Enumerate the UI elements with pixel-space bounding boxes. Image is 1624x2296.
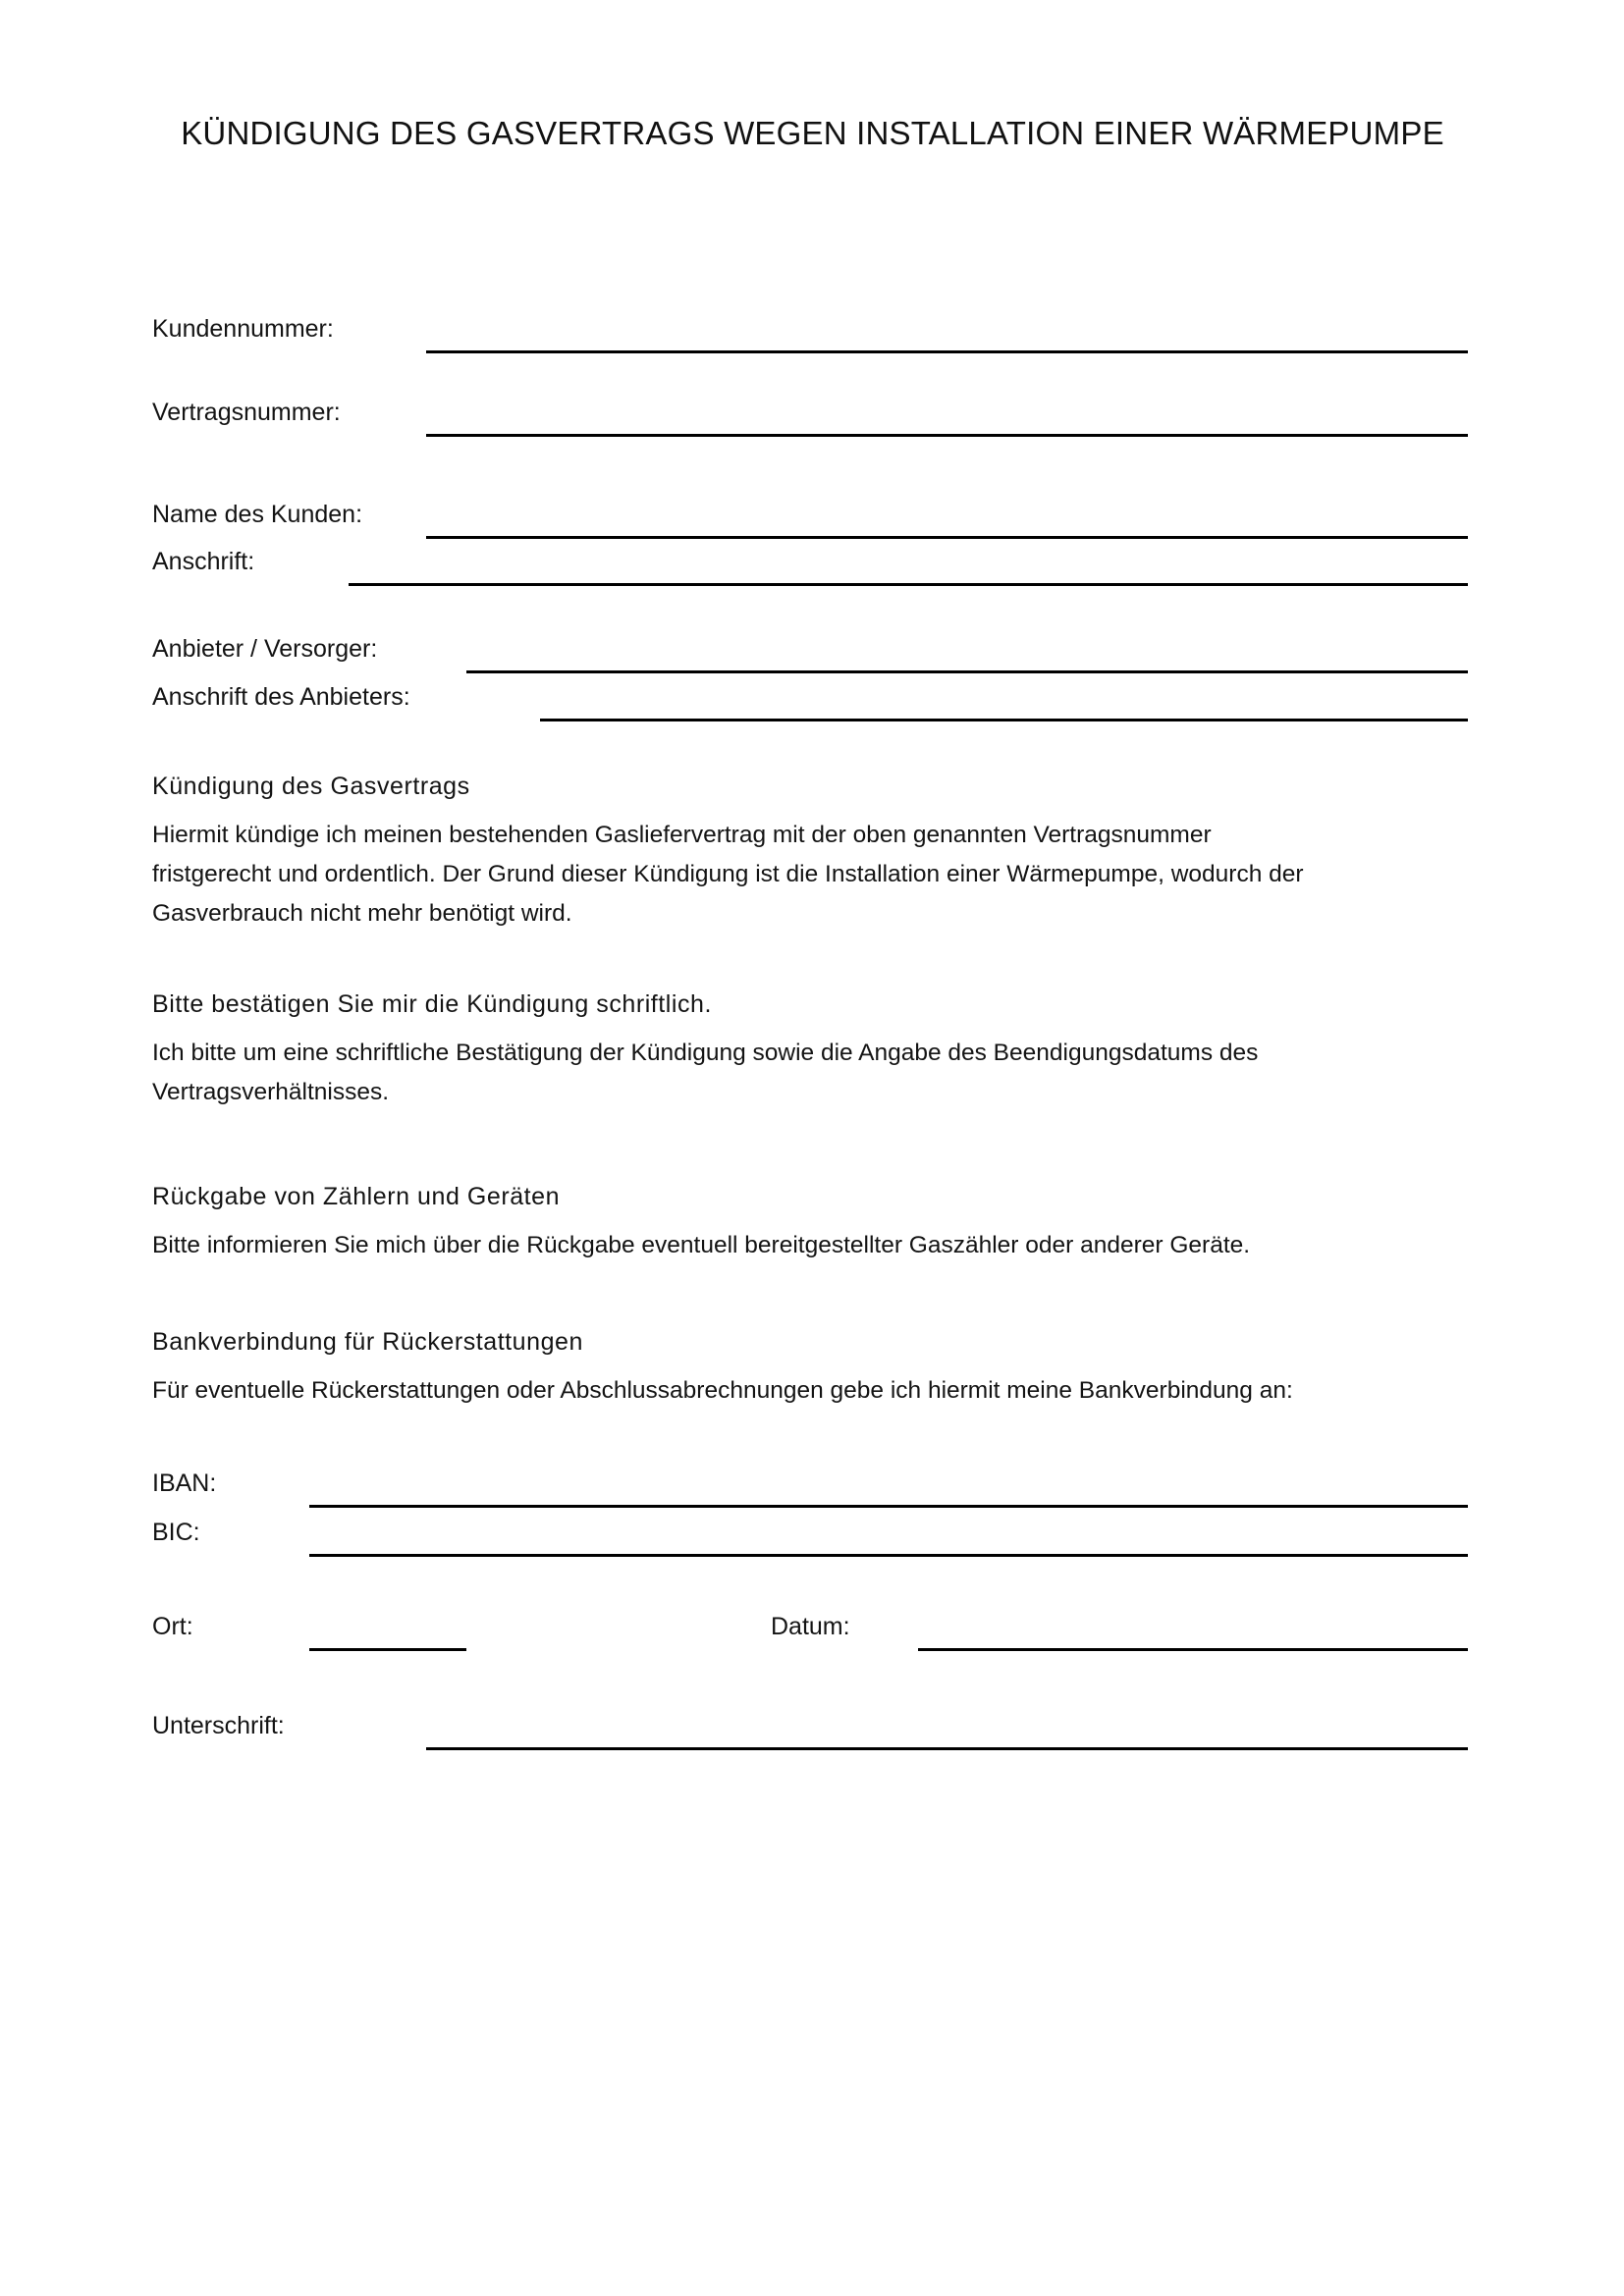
label-unterschrift: Unterschrift: bbox=[152, 1712, 285, 1739]
input-anbieter-versorger[interactable] bbox=[466, 670, 1468, 673]
section-body-rueckgabe-line-1: Bitte informieren Sie mich über die Rückgabe eventuell bereitgestellter Gaszähler oder anderer Geräte. bbox=[152, 1232, 1251, 1258]
label-vertragsnummer: Vertragsnummer: bbox=[152, 399, 341, 426]
section-body-kuendigung-line-2: fristgerecht und ordentlich. Der Grund dieser Kündigung ist die Installation einer Wärmepumpe, wodurch der bbox=[152, 861, 1304, 887]
section-body-bestaetigung-line-1: Ich bitte um eine schriftliche Bestätigung der Kündigung sowie die Angabe des Beendigungsdatums des bbox=[152, 1040, 1259, 1066]
page-title bbox=[152, 106, 1473, 160]
section-body-kuendigung-line-1: Hiermit kündige ich meinen bestehenden Gasliefervertrag mit der oben genannten Vertragsnummer bbox=[152, 822, 1212, 848]
page-title-line-2: WÄRMEPUMPE bbox=[1202, 115, 1444, 151]
input-vertragsnummer[interactable] bbox=[426, 434, 1468, 437]
label-bic: BIC: bbox=[152, 1519, 200, 1546]
page-title-line-1: KÜNDIGUNG DES GASVERTRAGS WEGEN INSTALLATION EINER bbox=[181, 115, 1194, 151]
input-anschrift-des-anbieters[interactable] bbox=[540, 719, 1468, 721]
label-ort: Ort: bbox=[152, 1613, 193, 1640]
label-datum: Datum: bbox=[771, 1613, 850, 1640]
section-heading-bestaetigung: Bitte bestätigen Sie mir die Kündigung schriftlich. bbox=[152, 990, 713, 1018]
label-kundennummer: Kundennummer: bbox=[152, 315, 334, 343]
section-body-bankverbindung-line-1: Für eventuelle Rückerstattungen oder Abschlussabrechnungen gebe ich hiermit meine Bankverbindung an: bbox=[152, 1377, 1293, 1404]
input-datum[interactable] bbox=[918, 1648, 1468, 1651]
label-anbieter-versorger: Anbieter / Versorger: bbox=[152, 635, 378, 663]
input-ort[interactable] bbox=[309, 1648, 466, 1651]
input-name-des-kunden[interactable] bbox=[426, 536, 1468, 539]
label-anschrift: Anschrift: bbox=[152, 548, 255, 575]
section-body-kuendigung-line-3: Gasverbrauch nicht mehr benötigt wird. bbox=[152, 900, 572, 927]
section-heading-bankverbindung: Bankverbindung für Rückerstattungen bbox=[152, 1328, 583, 1356]
label-iban: IBAN: bbox=[152, 1469, 217, 1497]
input-anschrift[interactable] bbox=[349, 583, 1468, 586]
label-anschrift-des-anbieters: Anschrift des Anbieters: bbox=[152, 683, 410, 711]
input-bic[interactable] bbox=[309, 1554, 1468, 1557]
input-iban[interactable] bbox=[309, 1505, 1468, 1508]
section-heading-rueckgabe: Rückgabe von Zählern und Geräten bbox=[152, 1183, 561, 1210]
input-kundennummer[interactable] bbox=[426, 350, 1468, 353]
section-body-bestaetigung-line-2: Vertragsverhältnisses. bbox=[152, 1079, 390, 1105]
section-heading-kuendigung: Kündigung des Gasvertrags bbox=[152, 773, 470, 800]
label-name-des-kunden: Name des Kunden: bbox=[152, 501, 363, 528]
input-unterschrift[interactable] bbox=[426, 1747, 1468, 1750]
